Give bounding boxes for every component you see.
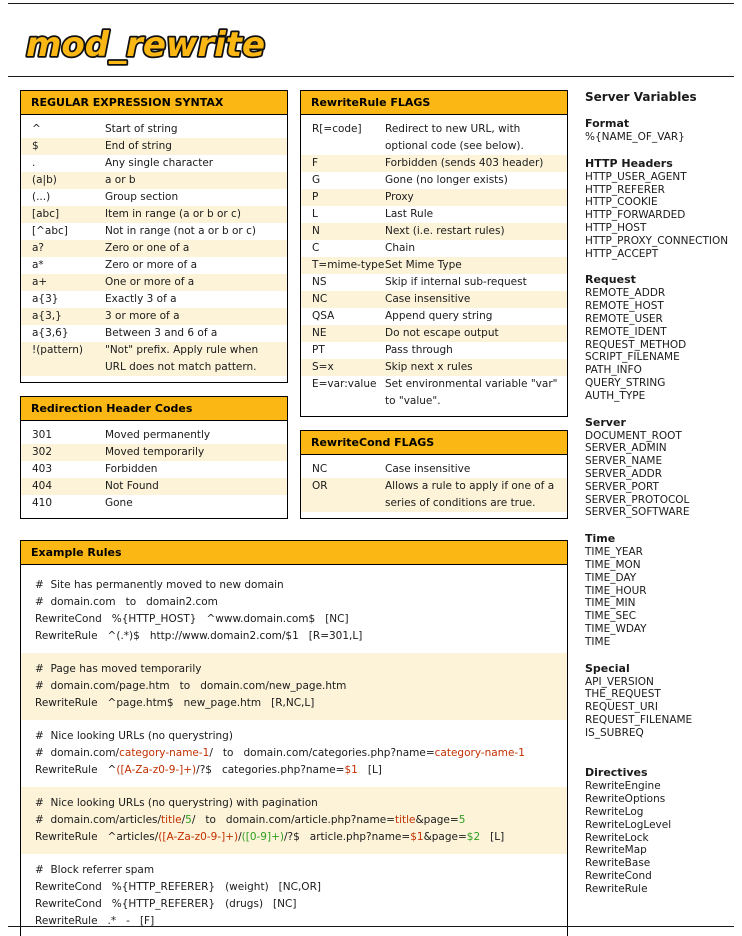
- syntax-cell: PT: [312, 344, 325, 356]
- code-segment: /: [181, 814, 186, 826]
- syntax-cell: (...): [32, 191, 51, 203]
- variable-item: RewriteOptions: [585, 793, 666, 806]
- syntax-cell: !(pattern): [32, 344, 83, 356]
- syntax-cell: L: [312, 208, 318, 220]
- code-segment: $1: [410, 831, 424, 843]
- table-row: [301, 308, 567, 325]
- variable-item: HTTP_HOST: [585, 221, 647, 234]
- code-segment: /?$ article.php?name=: [283, 831, 411, 843]
- variable-item: IS_SUBREQ: [585, 726, 644, 739]
- code-segment: 5: [458, 814, 466, 826]
- code-line: [35, 577, 557, 594]
- variable-item: TIME_DAY: [585, 571, 637, 584]
- sidebar-section: [585, 117, 736, 144]
- mod-rewrite-logo: [22, 12, 742, 72]
- code-segment: $1: [344, 764, 358, 776]
- table-row: [301, 240, 567, 257]
- table-row: [21, 206, 287, 223]
- table-row: [21, 461, 287, 478]
- variable-item: HTTP_ACCEPT: [585, 247, 659, 260]
- syntax-cell: a{3}: [32, 293, 59, 305]
- variable-item: API_VERSION: [585, 675, 654, 688]
- table-row: [21, 189, 287, 206]
- table-row: [21, 274, 287, 291]
- description-cell: One or more of a: [105, 276, 195, 288]
- variable-item: THE_REQUEST: [585, 688, 661, 701]
- description-cell: Case insensitive: [385, 293, 471, 305]
- top-divider: [8, 3, 734, 4]
- table-row: [301, 376, 567, 410]
- regex-syntax-table: [20, 90, 288, 383]
- code-line: [35, 745, 557, 762]
- code-line: [35, 678, 557, 695]
- variable-item: REQUEST_URI: [585, 701, 658, 714]
- code-line: [35, 695, 557, 712]
- code-segment: # Nice looking URLs (no querystring) with pagination: [35, 797, 318, 809]
- description-cell: Case insensitive: [385, 463, 471, 475]
- example-rules-body: [21, 565, 567, 936]
- variable-item: TIME_YEAR: [585, 546, 643, 559]
- code-segment: $2: [466, 831, 481, 843]
- table-body: [21, 115, 287, 382]
- syntax-cell: $: [32, 140, 39, 152]
- description-cell: Skip next x rules: [385, 361, 473, 373]
- variable-item: HTTP_USER_AGENT: [585, 170, 687, 183]
- table-row: [301, 189, 567, 206]
- code-line: [35, 812, 557, 829]
- variable-item: RewriteCond: [585, 870, 652, 883]
- description-cell: "Not" prefix. Apply rule when URL does not match pattern.: [105, 344, 259, 373]
- description-cell: Last Rule: [385, 208, 434, 220]
- code-line: [35, 628, 557, 645]
- variable-item: TIME_MIN: [585, 597, 636, 610]
- server-variables-sidebar: [568, 90, 736, 936]
- table-row: [301, 223, 567, 240]
- code-segment: [L]: [480, 831, 505, 843]
- variable-item: TIME_SEC: [585, 610, 637, 623]
- left-column: [20, 90, 288, 532]
- description-cell: Skip if internal sub-request: [385, 276, 527, 288]
- code-segment: RewriteRule ^page.htm$ new_page.htm [R,NC,L]: [35, 697, 315, 709]
- variable-item: TIME: [585, 635, 611, 648]
- variable-item: TIME_MON: [585, 558, 641, 571]
- table-row: [21, 291, 287, 308]
- table-row: [301, 274, 567, 291]
- variable-item: SERVER_NAME: [585, 455, 663, 468]
- description-cell: Not Found: [105, 480, 159, 492]
- table-title: RewriteRule FLAGS: [301, 91, 567, 115]
- variable-item: SERVER_ADDR: [585, 467, 663, 480]
- sidebar-section: [585, 157, 736, 261]
- code-segment: RewriteCond %{HTTP_HOST} ^www.domain.com$ [NC]: [35, 613, 349, 625]
- variable-item: RewriteLogLevel: [585, 818, 672, 831]
- syntax-cell: 403: [32, 463, 53, 475]
- description-cell: Start of string: [105, 123, 178, 135]
- description-cell: 3 or more of a: [105, 310, 180, 322]
- code-segment: # domain.com/: [35, 747, 120, 759]
- description-cell: Group section: [105, 191, 179, 203]
- sidebar-section: [585, 273, 736, 402]
- syntax-cell: a?: [32, 242, 45, 254]
- syntax-cell: 301: [32, 429, 53, 441]
- section-heading: Directives: [585, 766, 648, 780]
- code-segment: ([A-Za-z0-9-]+): [116, 764, 197, 776]
- table-row: [21, 223, 287, 240]
- code-line: [35, 879, 557, 896]
- code-segment: title: [161, 814, 182, 826]
- example-block: [21, 569, 567, 653]
- table-row: [301, 461, 567, 478]
- code-segment: # Site has permanently moved to new domain: [35, 579, 284, 591]
- table-row: [301, 206, 567, 223]
- code-segment: ([0-9]+): [241, 831, 284, 843]
- variable-item: RewriteLock: [585, 831, 649, 844]
- variable-item: AUTH_TYPE: [585, 389, 646, 402]
- syntax-cell: a{3,}: [32, 310, 62, 322]
- variable-item: TIME_WDAY: [585, 622, 647, 635]
- description-cell: Moved temporarily: [105, 446, 205, 458]
- code-line: [35, 611, 557, 628]
- sidebar-title: Server Variables: [585, 90, 697, 104]
- table-row: [21, 257, 287, 274]
- variable-item: HTTP_REFERER: [585, 183, 665, 196]
- description-cell: Set Mime Type: [385, 259, 462, 271]
- syntax-cell: OR: [312, 480, 328, 492]
- syntax-cell: P: [312, 191, 319, 203]
- variable-item: DOCUMENT_ROOT: [585, 429, 682, 442]
- variable-item: SCRIPT_FILENAME: [585, 351, 680, 364]
- code-line: [35, 913, 557, 930]
- section-heading: Request: [585, 273, 636, 287]
- variable-item: RewriteBase: [585, 857, 651, 870]
- section-heading: HTTP Headers: [585, 156, 673, 170]
- code-line: [35, 762, 557, 779]
- table-row: [301, 478, 567, 512]
- code-line: [35, 862, 557, 879]
- description-cell: Gone: [105, 497, 133, 509]
- syntax-cell: N: [312, 225, 320, 237]
- example-rules-table: [20, 540, 568, 936]
- code-segment: &page=: [423, 831, 467, 843]
- syntax-cell: 410: [32, 497, 53, 509]
- code-segment: title: [394, 814, 416, 826]
- syntax-cell: a+: [32, 276, 48, 288]
- table-row: [21, 240, 287, 257]
- table-row: [301, 172, 567, 189]
- code-segment: &page=: [415, 814, 459, 826]
- rewritecond-flags-table: [300, 430, 568, 519]
- content-area: [0, 77, 742, 936]
- table-row: [21, 427, 287, 444]
- code-segment: RewriteCond %{HTTP_REFERER} (drugs) [NC]: [35, 898, 297, 910]
- description-cell: Do not escape output: [385, 327, 499, 339]
- variable-item: REQUEST_METHOD: [585, 338, 687, 351]
- redirect-codes-table: [20, 396, 288, 519]
- description-cell: Forbidden (sends 403 header): [385, 157, 544, 169]
- description-cell: Not in range (not a or b or c): [105, 225, 256, 237]
- code-segment: RewriteCond %{HTTP_REFERER} (weight) [NC,OR]: [35, 881, 321, 893]
- syntax-cell: QSA: [312, 310, 335, 322]
- example-block: [21, 787, 567, 854]
- variable-item: REQUEST_FILENAME: [585, 713, 693, 726]
- table-title: RewriteCond FLAGS: [301, 431, 567, 455]
- variable-item: REMOTE_ADDR: [585, 287, 666, 300]
- code-segment: # domain.com/page.htm to domain.com/new_page.htm: [35, 680, 347, 692]
- description-cell: Item in range (a or b or c): [105, 208, 241, 220]
- variable-item: %{NAME_OF_VAR}: [585, 131, 685, 143]
- example-block: [21, 720, 567, 787]
- variable-item: REMOTE_HOST: [585, 300, 664, 313]
- code-segment: RewriteRule ^: [35, 764, 117, 776]
- variable-item: TIME_HOUR: [585, 584, 647, 597]
- variable-item: SERVER_ADMIN: [585, 442, 667, 455]
- syntax-cell: E=var:value: [312, 378, 377, 390]
- table-body: [301, 115, 567, 416]
- sidebar-section: [585, 662, 736, 740]
- table-row: [301, 155, 567, 172]
- syntax-cell: G: [312, 174, 321, 186]
- table-row: [21, 121, 287, 138]
- table-row: [21, 172, 287, 189]
- table-row: [301, 121, 567, 155]
- code-line: [35, 661, 557, 678]
- code-segment: # Page has moved temporarily: [35, 663, 202, 675]
- description-cell: a or b: [105, 174, 136, 186]
- table-title: Example Rules: [21, 541, 567, 565]
- table-row: [21, 342, 287, 376]
- code-segment: ([A-Za-z0-9-]+): [158, 831, 239, 843]
- variable-item: REMOTE_USER: [585, 312, 663, 325]
- table-row: [301, 359, 567, 376]
- code-segment: 5: [185, 814, 192, 826]
- sidebar-section: [585, 766, 736, 895]
- table-title: REGULAR EXPRESSION SYNTAX: [21, 91, 287, 115]
- syntax-cell: .: [32, 157, 36, 169]
- section-heading: Format: [585, 117, 630, 130]
- variable-item: HTTP_PROXY_CONNECTION: [585, 234, 729, 247]
- syntax-cell: [^abc]: [32, 225, 68, 237]
- description-cell: Zero or more of a: [105, 259, 198, 271]
- description-cell: Redirect to new URL, with optional code (see below).: [385, 123, 524, 152]
- variable-item: REMOTE_IDENT: [585, 325, 667, 338]
- description-cell: Set environmental variable "var" to "value".: [385, 378, 558, 407]
- sidebar-section: [585, 416, 736, 520]
- example-block: [21, 653, 567, 720]
- code-segment: RewriteRule ^(.*)$ http://www.domain2.com/$1 [R=301,L]: [35, 630, 363, 642]
- description-cell: Exactly 3 of a: [105, 293, 177, 305]
- syntax-cell: [abc]: [32, 208, 60, 220]
- syntax-cell: NC: [312, 293, 328, 305]
- table-row: [21, 308, 287, 325]
- syntax-cell: a*: [32, 259, 44, 271]
- syntax-cell: ^: [32, 123, 41, 135]
- table-row: [21, 444, 287, 461]
- syntax-cell: 302: [32, 446, 53, 458]
- code-segment: # Block referrer spam: [35, 864, 155, 876]
- description-cell: Next (i.e. restart rules): [385, 225, 505, 237]
- variable-item: HTTP_COOKIE: [585, 196, 658, 209]
- description-cell: Forbidden: [105, 463, 158, 475]
- description-cell: End of string: [105, 140, 172, 152]
- description-cell: Proxy: [385, 191, 414, 203]
- rewriterule-flags-table: [300, 90, 568, 417]
- syntax-cell: (a|b): [32, 174, 57, 186]
- variable-item: RewriteEngine: [585, 780, 661, 793]
- description-cell: Between 3 and 6 of a: [105, 327, 218, 339]
- syntax-cell: NE: [312, 327, 327, 339]
- variable-item: SERVER_PORT: [585, 480, 659, 493]
- variable-item: QUERY_STRING: [585, 376, 666, 389]
- table-row: [301, 325, 567, 342]
- variable-item: HTTP_FORWARDED: [585, 209, 686, 222]
- code-line: [35, 795, 557, 812]
- bottom-divider: [8, 926, 734, 927]
- table-title: Redirection Header Codes: [21, 397, 287, 421]
- table-row: [21, 325, 287, 342]
- syntax-cell: a{3,6}: [32, 327, 69, 339]
- description-cell: Zero or one of a: [105, 242, 190, 254]
- variable-item: RewriteLog: [585, 806, 644, 819]
- variable-item: SERVER_SOFTWARE: [585, 506, 690, 519]
- code-segment: /: [238, 831, 242, 843]
- table-row: [21, 155, 287, 172]
- code-line: [35, 728, 557, 745]
- code-segment: [L]: [357, 764, 382, 776]
- section-heading: Server: [585, 415, 626, 429]
- code-segment: category-name-1: [434, 747, 525, 759]
- variable-item: RewriteRule: [585, 882, 648, 895]
- syntax-cell: C: [312, 242, 320, 254]
- logo-text: mod_rewrite: [26, 25, 266, 65]
- variable-item: PATH_INFO: [585, 364, 642, 377]
- example-block: [21, 854, 567, 936]
- table-body: [301, 455, 567, 518]
- main-column: [20, 90, 568, 936]
- syntax-cell: F: [312, 157, 319, 169]
- description-cell: Chain: [385, 242, 415, 254]
- syntax-cell: 404: [32, 480, 53, 492]
- sidebar-section: [585, 532, 736, 648]
- code-line: [35, 896, 557, 913]
- syntax-cell: NC: [312, 463, 328, 475]
- description-cell: Append query string: [385, 310, 493, 322]
- sidebar-sections: [585, 117, 736, 896]
- table-row: [301, 257, 567, 274]
- logo-graphic: [22, 12, 272, 70]
- table-row: [21, 495, 287, 512]
- description-cell: Moved permanently: [105, 429, 211, 441]
- code-line: [35, 594, 557, 611]
- code-segment: category-name-1: [119, 747, 210, 759]
- upper-tables-row: [20, 90, 568, 532]
- description-cell: Any single character: [105, 157, 214, 169]
- code-segment: / to domain.com/categories.php?name=: [209, 747, 435, 759]
- code-segment: RewriteRule ^articles/: [35, 831, 159, 843]
- code-segment: # domain.com to domain2.com: [35, 596, 218, 608]
- section-heading: Special: [585, 661, 630, 675]
- variable-item: SERVER_PROTOCOL: [585, 493, 690, 506]
- table-row: [21, 478, 287, 495]
- code-segment: /?$ categories.php?name=: [196, 764, 345, 776]
- variable-item: RewriteMap: [585, 844, 647, 857]
- section-heading: Time: [585, 532, 616, 546]
- code-segment: # Nice looking URLs (no querystring): [35, 730, 233, 742]
- table-row: [21, 138, 287, 155]
- syntax-cell: R[=code]: [312, 123, 362, 135]
- syntax-cell: NS: [312, 276, 327, 288]
- syntax-cell: S=x: [312, 361, 334, 373]
- code-line: [35, 829, 557, 846]
- table-body: [21, 421, 287, 518]
- syntax-cell: T=mime-type: [312, 259, 385, 271]
- description-cell: Gone (no longer exists): [385, 174, 508, 186]
- table-row: [301, 342, 567, 359]
- table-row: [301, 291, 567, 308]
- code-segment: RewriteRule .* - [F]: [35, 915, 155, 927]
- middle-column: [300, 90, 568, 532]
- description-cell: Allows a rule to apply if one of a series of conditions are true.: [385, 480, 555, 509]
- code-segment: / to domain.com/article.php?name=: [191, 814, 395, 826]
- description-cell: Pass through: [385, 344, 453, 356]
- code-segment: # domain.com/articles/: [35, 814, 162, 826]
